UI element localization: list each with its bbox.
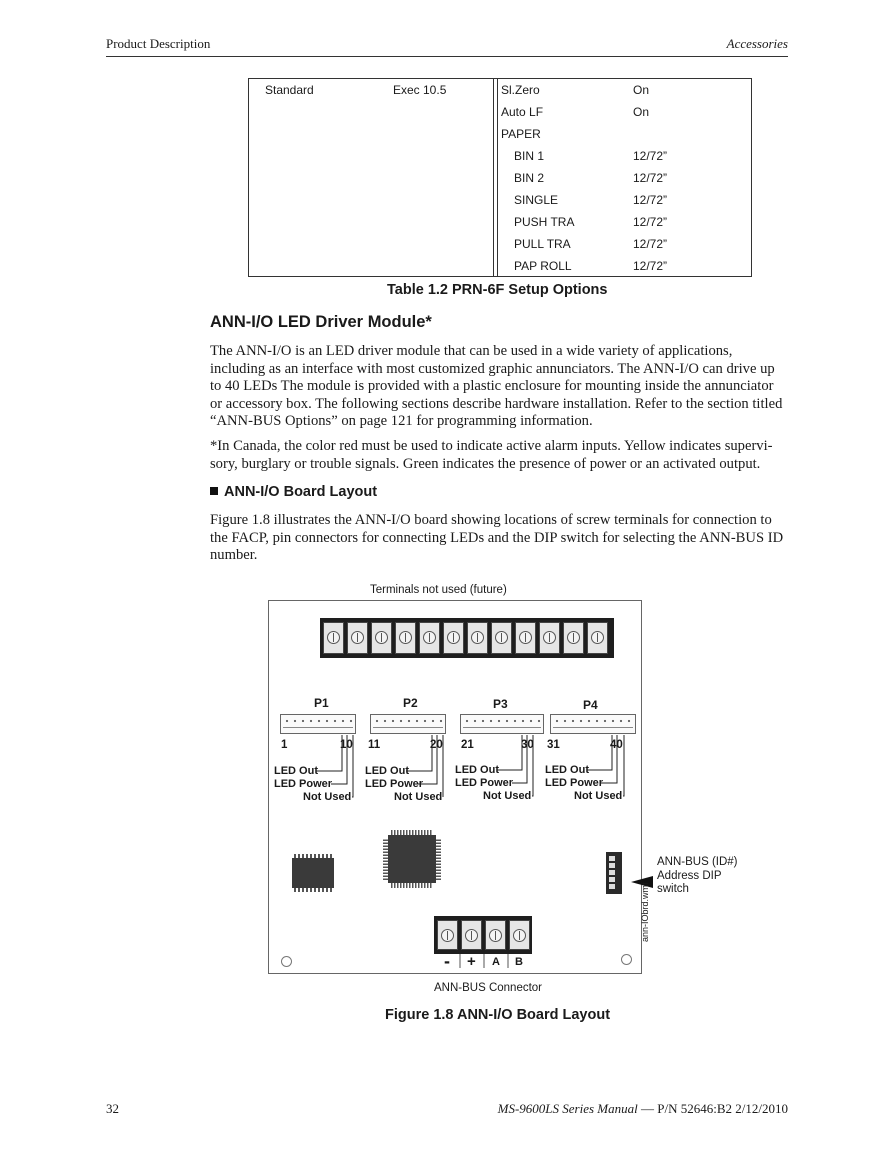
mounting-hole [281, 956, 292, 967]
header-chapter: Accessories [726, 36, 788, 51]
connector-p3-label: P3 [493, 697, 508, 711]
led-out-label: LED Out [455, 764, 499, 776]
dip-label-line: switch [657, 883, 689, 895]
table-row-label: SINGLE [514, 193, 559, 207]
table-row-label: PULL TRA [514, 237, 571, 251]
table-row-value: 12/72” [633, 259, 668, 273]
table-row-label: PUSH TRA [514, 215, 575, 229]
dip-label-line: ANN-BUS (ID#) [657, 856, 738, 868]
pin-number: 31 [547, 739, 560, 751]
pin-number: 30 [521, 739, 534, 751]
terminal-plus-label: + [467, 953, 476, 970]
canada-note-paragraph: *In Canada, the color red must be used to indicate active alarm inputs. Yellow indicates supervi-sory, burglary or trouble signals. Green indicates the presence of power or an activated output. [210, 438, 773, 472]
section-title: ANN-I/O LED Driver Module* [210, 313, 432, 331]
table-cell-standard: Standard [265, 83, 314, 97]
figure-top-label: Terminals not used (future) [370, 584, 507, 596]
header-section: Product Description [106, 36, 211, 51]
table-row-label: PAPER [501, 127, 541, 141]
table-row-label: BIN 2 [514, 171, 545, 185]
figure-bottom-label: ANN-BUS Connector [434, 982, 543, 994]
page-footer [498, 1101, 788, 1117]
led-out-label: LED Out [545, 764, 589, 776]
table-row-value: On [633, 105, 650, 119]
page-number: 32 [106, 1101, 119, 1116]
table-row-value: 12/72” [633, 171, 668, 185]
connector-p1-label: P1 [314, 696, 329, 710]
pin-number: 40 [610, 739, 623, 751]
connector-p2-label: P2 [403, 696, 418, 710]
pin-number: 10 [340, 739, 353, 751]
intro-paragraph: The ANN-I/O is an LED driver module that can be used in a wide variety of applications, including as an interface with most customized graphic annunciators. The ANN-I/O can drive up to 40 LEDs The module is provided with a plastic enclosure for mounting inside the annunciator or accessory box. The following sections describe hardware installation. Refer to the section titled “ANN-BUS Options” on page 121 for programming information. [210, 343, 783, 429]
terminal-a-label: A [492, 956, 500, 968]
pin-number: 1 [281, 739, 288, 751]
led-power-label: LED Power [455, 777, 514, 789]
mounting-hole [621, 954, 632, 965]
table-row-value: 12/72” [633, 237, 668, 251]
table-row-value: 12/72” [633, 215, 668, 229]
not-used-label: Not Used [303, 791, 352, 803]
led-power-label: LED Power [274, 778, 333, 790]
not-used-label: Not Used [483, 790, 532, 802]
terminal-minus-label: - [444, 951, 450, 971]
led-out-label: LED Out [365, 765, 409, 777]
led-power-label: LED Power [365, 778, 424, 790]
table-row-label: PAP ROLL [514, 259, 572, 273]
figure-file-name: ann-IObrd.wmf [640, 882, 650, 942]
figure-intro-paragraph: Figure 1.8 illustrates the ANN-I/O board showing locations of screw terminals for connection to the FACP, pin connectors for connecting LEDs and the DIP switch for selecting the ANN-BUS ID number. [210, 512, 784, 563]
led-power-label: LED Power [545, 777, 604, 789]
table-row-value: 12/72” [633, 149, 668, 163]
dip-label-line: Address DIP [657, 869, 722, 882]
table-cell-exec: Exec 10.5 [393, 83, 447, 97]
not-used-label: Not Used [394, 791, 443, 803]
part-number: — P/N 52646:B2 2/12/2010 [637, 1101, 788, 1116]
table-row-label: BIN 1 [514, 149, 545, 163]
pin-number: 21 [461, 739, 474, 751]
table-caption: Table 1.2 PRN-6F Setup Options [387, 282, 608, 298]
table-row-label: Auto LF [501, 105, 544, 119]
connector-p4-label: P4 [583, 698, 598, 712]
subsection-title-text: ANN-I/O Board Layout [224, 484, 378, 500]
table-row-value: On [633, 83, 650, 97]
table-row-value: 12/72” [633, 193, 668, 207]
table-row-label: Sl.Zero [501, 83, 540, 97]
led-out-label: LED Out [274, 765, 318, 777]
manual-title: MS-9600LS Series Manual [497, 1101, 638, 1116]
pin-number: 11 [368, 739, 381, 751]
not-used-label: Not Used [574, 790, 623, 802]
terminal-b-label: B [515, 956, 523, 968]
pin-number: 20 [430, 739, 443, 751]
figure-caption: Figure 1.8 ANN-I/O Board Layout [385, 1007, 611, 1023]
